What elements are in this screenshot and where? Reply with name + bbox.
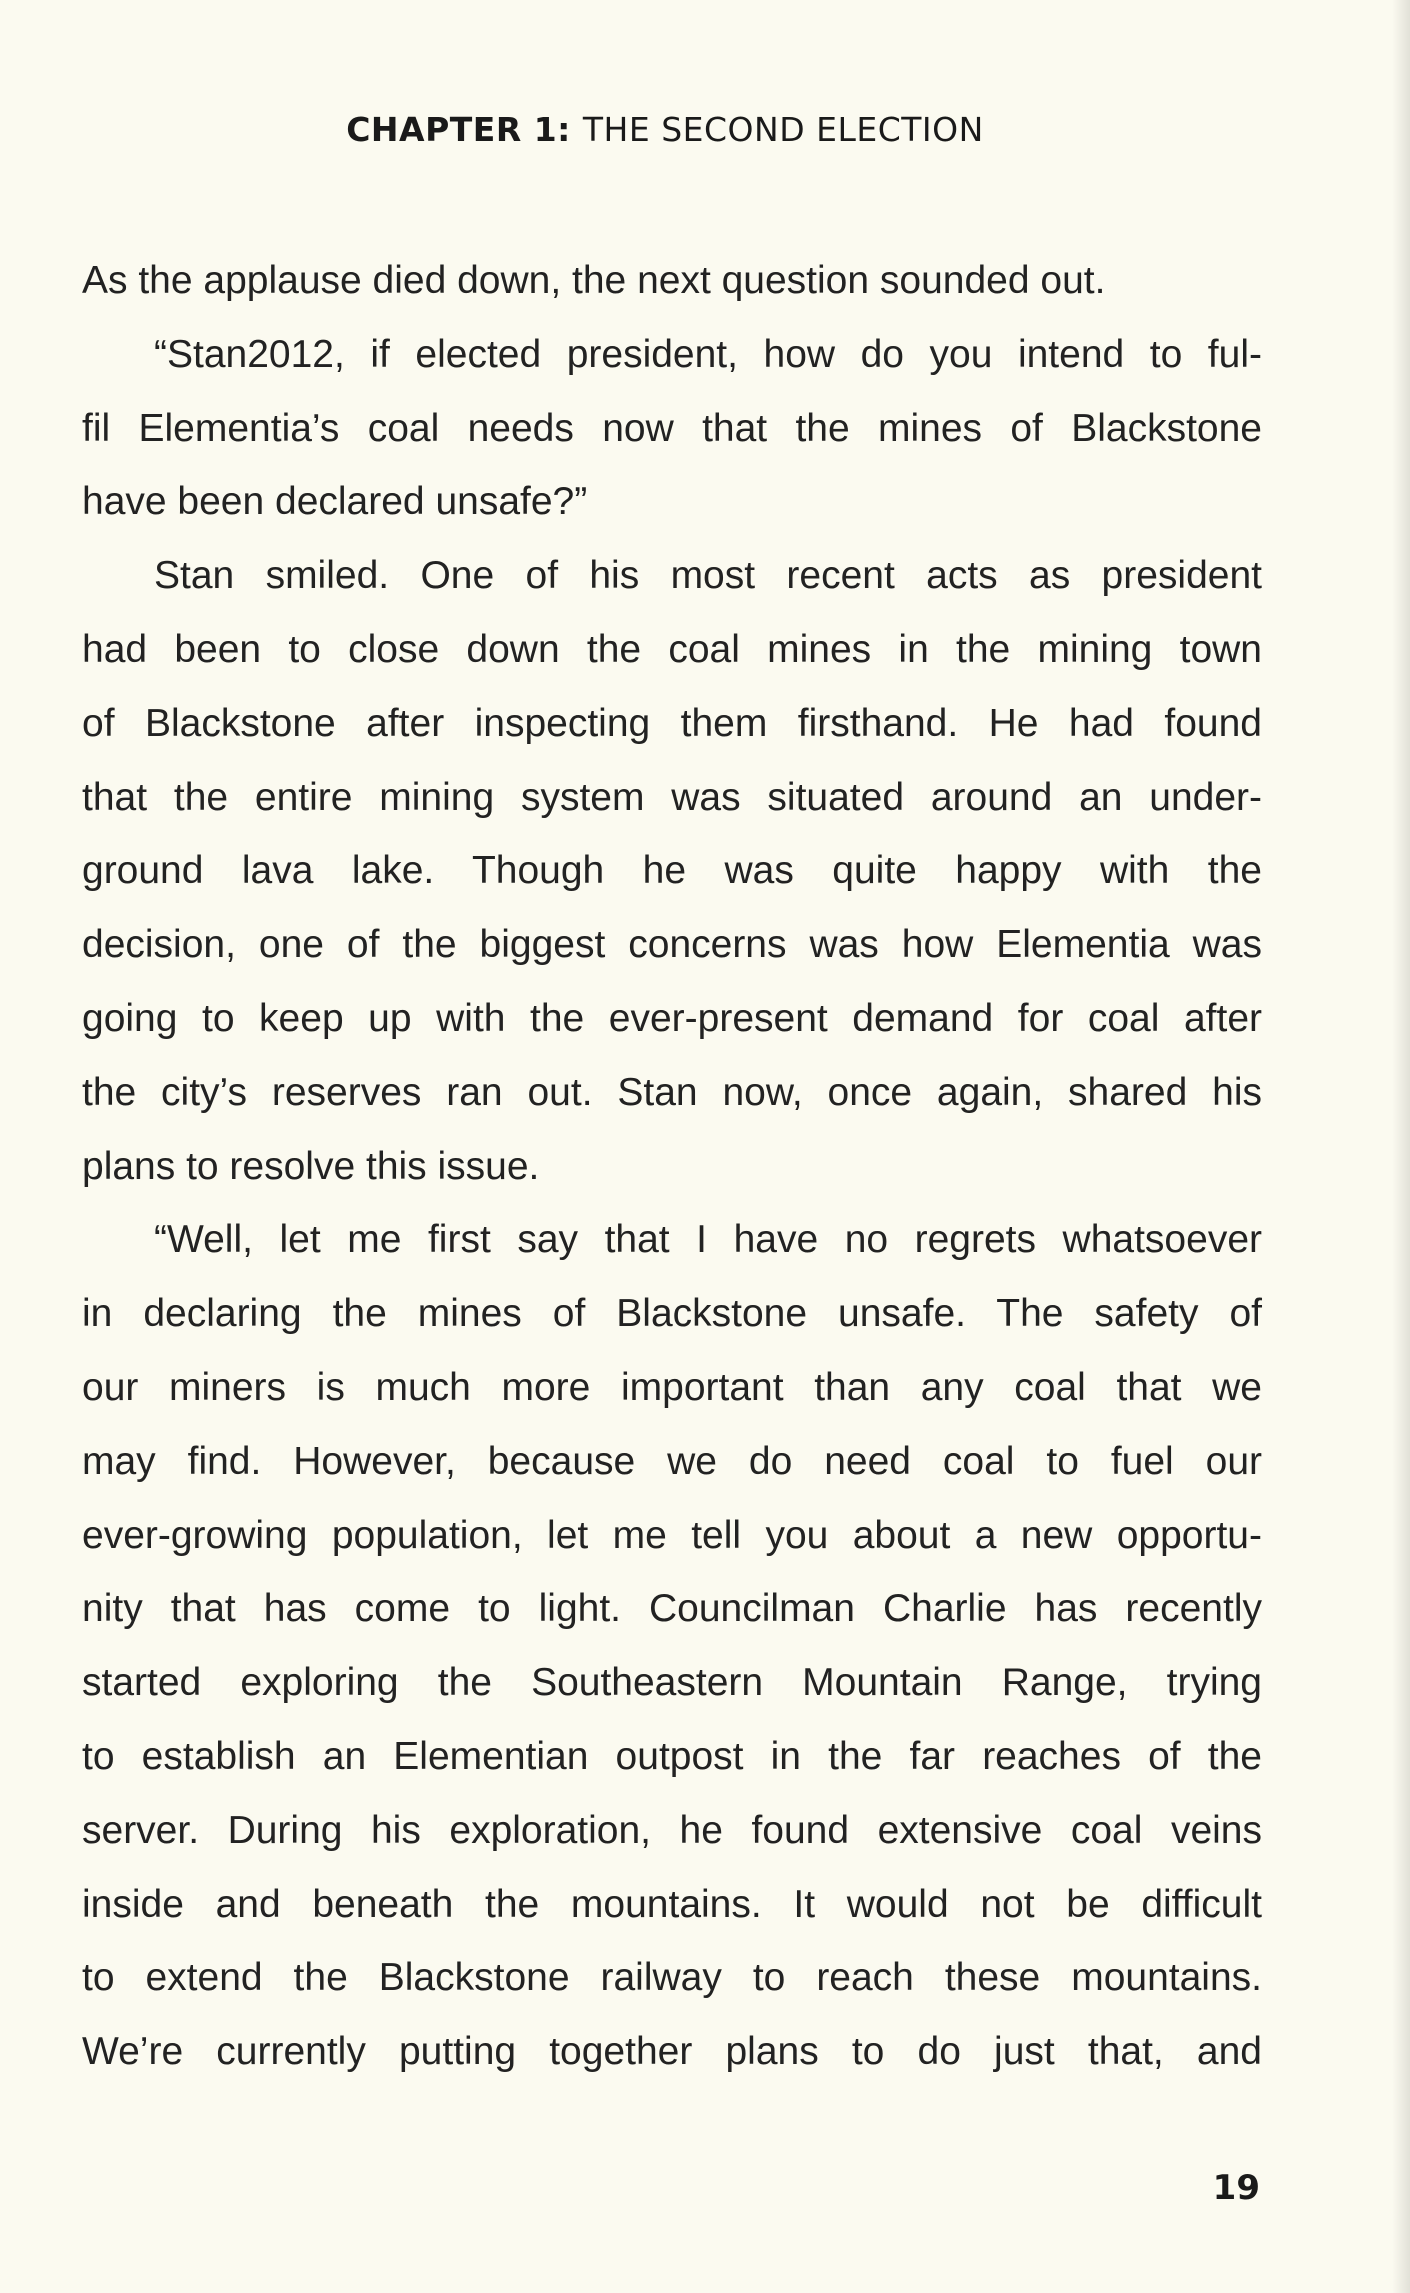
text-line: server. During his exploration, he found extensive coal veins — [82, 1808, 1262, 1852]
text-line: to extend the Blackstone railway to reach these mountains. — [82, 1956, 1262, 2000]
page-edge-shadow — [1392, 0, 1410, 2293]
text-line: have been declared unsafe?” — [82, 480, 588, 524]
text-line: to establish an Elementian outpost in the far reaches of the — [82, 1734, 1262, 1778]
text-line: Stan smiled. One of his most recent acts as president — [154, 554, 1262, 598]
text-line: “Well, let me first say that I have no regrets whatsoever — [154, 1218, 1262, 1262]
text-line: decision, one of the biggest concerns was how Elementia was — [82, 923, 1262, 967]
text-line: inside and beneath the mountains. It would not be difficult — [82, 1882, 1262, 1926]
text-line: nity that has come to light. Councilman Charlie has recently — [82, 1587, 1262, 1631]
chapter-label: CHAPTER 1: — [346, 110, 571, 149]
text-line: ground lava lake. Though he was quite happy with the — [82, 849, 1262, 893]
text-line: fil Elementia’s coal needs now that the mines of Blackstone — [82, 406, 1262, 450]
text-line: in declaring the mines of Blackstone unsafe. The safety of — [82, 1292, 1262, 1336]
text-line: going to keep up with the ever-present demand for coal after — [82, 996, 1262, 1040]
page-number: 19 — [1212, 2168, 1260, 2208]
chapter-title: THE SECOND ELECTION — [582, 110, 984, 149]
body-text — [82, 244, 1262, 2089]
text-line: of Blackstone after inspecting them firsthand. He had found — [82, 701, 1262, 745]
text-line: As the applause died down, the next question sounded out. — [82, 259, 1106, 302]
text-line: the city’s reserves ran out. Stan now, once again, shared his — [82, 1070, 1262, 1114]
text-line: ever-growing population, let me tell you about a new opportu- — [82, 1513, 1262, 1557]
text-line: had been to close down the coal mines in the mining town — [82, 627, 1262, 671]
text-line: that the entire mining system was situated around an under- — [82, 775, 1262, 819]
text-line: started exploring the Southeastern Mountain Range, trying — [82, 1661, 1262, 1705]
text-line: We’re currently putting together plans to do just that, and — [82, 2030, 1262, 2074]
text-line: plans to resolve this issue. — [82, 1144, 540, 1188]
text-line: our miners is much more important than any coal that we — [82, 1365, 1262, 1409]
text-line: “Stan2012, if elected president, how do you intend to ful- — [154, 332, 1262, 376]
running-header — [0, 110, 1330, 149]
text-line: may find. However, because we do need coal to fuel our — [82, 1439, 1262, 1483]
